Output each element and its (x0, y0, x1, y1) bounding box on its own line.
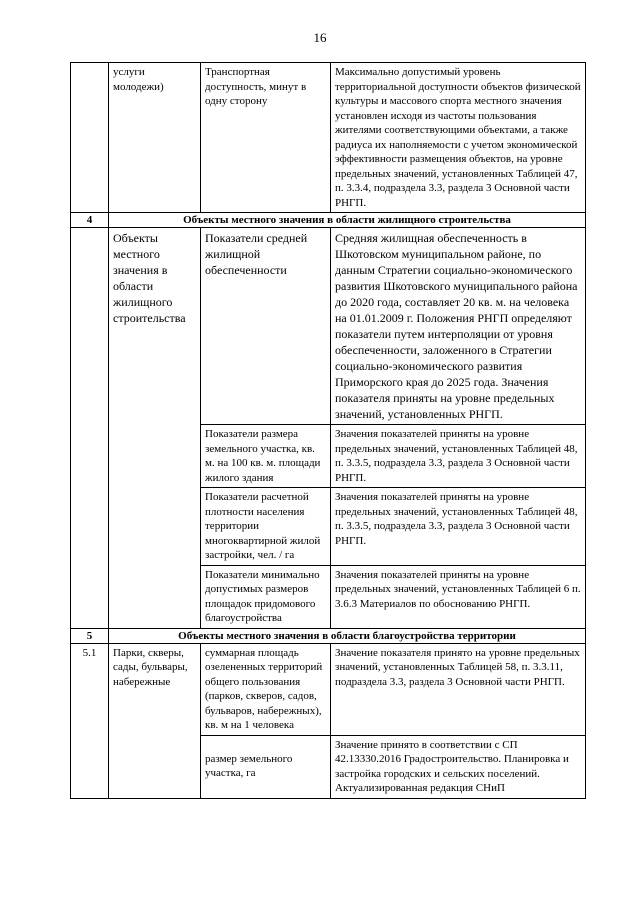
standards-table (70, 62, 586, 799)
indicator-cell: Показатели размера земельного участка, кв. м. на 100 кв. м. площади жилого здания (201, 425, 331, 488)
indicator-cell: Показатели средней жилищной обеспеченности (201, 228, 331, 425)
indicator-cell: Транспортная доступность, минут в одну сторону (201, 63, 331, 213)
section-row (71, 213, 586, 228)
section-title: Объекты местного значения в области благоустройства территории (109, 628, 586, 643)
justification-cell: Значения показателей приняты на уровне предельных значений, установленных Таблицей 48, п. 3.3.5, подраздела 3.3, раздела 3 Основной части РНГП. (331, 425, 586, 488)
row-number-cell (71, 63, 109, 213)
justification-cell: Средняя жилищная обеспеченность в Шкотовском муниципальном районе, по данным Стратегии социально-экономического развития Шкотовского муниципального района до 2020 года, составляет 20 кв. м. на человека на 01.01.2009 г. Положения РНГП определяют показатели путем интерполяции от уровня обеспеченности, заложенного в Стратегии социально-экономического развития Приморского края до 2025 года. Значения показателя приняты на уровне предельных значений, установленных РНГП. (331, 228, 586, 425)
table-row (71, 63, 586, 213)
section-number: 4 (71, 213, 109, 228)
object-cell: Объекты местного значения в области жилищного строительства (109, 228, 201, 629)
justification-cell: Значение показателя принято на уровне предельных значений, установленных Таблицей 58, п. 3.3.11, подраздела 3.3, раздела 3 Основной части РНГП. (331, 643, 586, 735)
section-number: 5 (71, 628, 109, 643)
row-number-cell: 5.1 (71, 643, 109, 798)
justification-cell: Значение принято в соответствии с СП 42.13330.2016 Градостроительство. Планировка и застройка городских и сельских поселений. Актуализированная редакция СНиП (331, 735, 586, 798)
indicator-cell: суммарная площадь озелененных территорий общего пользования (парков, скверов, садов, бульваров, набережных), кв. м на 1 человека (201, 643, 331, 735)
justification-cell: Значения показателей приняты на уровне предельных значений, установленных Таблицей 6 п. 3.6.3 Материалов по обоснованию РНГП. (331, 565, 586, 628)
row-number-cell (71, 228, 109, 629)
justification-cell: Максимально допустимый уровень территориальной доступности объектов физической культуры и массового спорта местного значения установлен исходя из частоты пользования жителями соответствующими объектами, а также радиуса их наполняемости с учетом экономической эффективности размещения объектов, на уровне предельных значений, установленных Таблицей 47, п. 3.3.4, подраздела 3.3, раздела 3 Основной части РНГП. (331, 63, 586, 213)
page-number: 16 (313, 30, 327, 45)
indicator-cell: Показатели минимально допустимых размеров площадок придомового благоустройства (201, 565, 331, 628)
justification-cell: Значения показателей приняты на уровне предельных значений, установленных Таблицей 48, п. 3.3.5, подраздела 3.3, раздела 3 Основной части РНГП. (331, 488, 586, 566)
table-row (71, 228, 586, 425)
section-row (71, 628, 586, 643)
object-cell: Парки, скверы, сады, бульвары, набережные (109, 643, 201, 798)
section-title: Объекты местного значения в области жилищного строительства (109, 213, 586, 228)
indicator-cell: Показатели расчетной плотности населения территории многоквартирной жилой застройки, чел. / га (201, 488, 331, 566)
object-cell: услуги молодежи) (109, 63, 201, 213)
indicator-cell: размер земельного участка, га (201, 735, 331, 798)
table-row (71, 643, 586, 735)
